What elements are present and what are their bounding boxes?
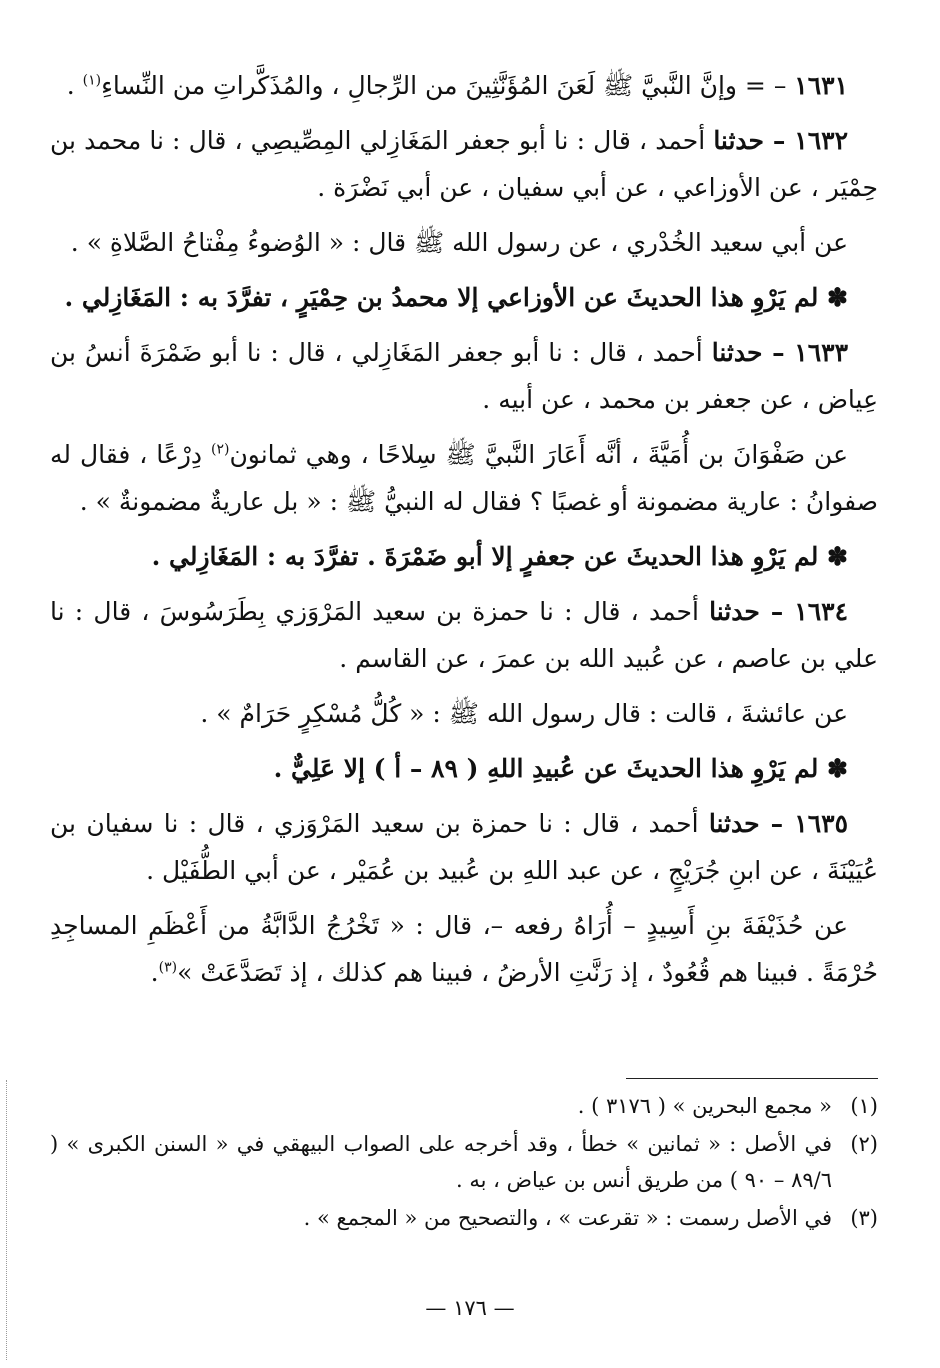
hadith-1635-matn xyxy=(50,902,878,996)
hadith-number: ١٦٣٤ xyxy=(794,597,848,626)
footnote-ref-3[interactable]: (٣) xyxy=(158,959,178,976)
footnote-ref-2[interactable]: (٢) xyxy=(210,441,230,458)
hadith-1634-matn: عن عائشةَ ، قالت : قال رسول الله ﷺ : « كُلُّ مُسْكِرٍ حَرَامٌ » . xyxy=(200,699,848,728)
footnote-text: « مجمع البحرين » ( ٣١٧٦ ) . xyxy=(577,1094,832,1118)
hadith-intro: – حدثنا xyxy=(708,809,795,838)
hadith-number: ١٦٣٢ xyxy=(794,126,848,155)
hadith-number: ١٦٣١ xyxy=(794,71,848,100)
footnote-3 xyxy=(50,1200,878,1236)
main-text xyxy=(50,62,878,1004)
hadith-intro: – حدثنا xyxy=(709,597,795,626)
hadith-1634-chain xyxy=(50,588,878,682)
footnote-2 xyxy=(50,1126,878,1198)
isnad-text: أحمد ، قال : نا أبو جعفر المَغَازِلي المِصِّيصِي ، قال : نا محمد بن حِمْيَر ، عن الأوزاعي ، عن أبي سفيان ، عن أبي نَضْرَة . xyxy=(50,126,878,202)
hadith-1634-note: ✽ لم يَرْوِ هذا الحديثَ عن عُبيدِ اللهِ ( ٨٩ – أ ) إلا عَلِيٌّ . xyxy=(273,754,848,783)
hadith-1633-chain xyxy=(50,329,878,423)
footnote-divider xyxy=(626,1078,878,1079)
matn-text: عن حُذَيْفَةَ بنِ أَسِيدٍ – أُرَاهُ رفعه –، قال : « تَخْرُجُ الدَّابَّةُ من أَعْظَمِ المساجِدِ حُرْمَةً . فبينا هم قُعُودٌ ، إذ رَنَّتِ الأرضُ ، فبينا هم كذلك ، إذ تَصَدَّعَتْ » xyxy=(50,911,878,987)
footnote-1 xyxy=(50,1088,878,1124)
isnad-text: أحمد ، قال : نا أبو جعفر المَغَازِلي ، قال : نا أبو ضَمْرَةَ أنسُ بن عِياض ، عن جعفر بن محمد ، عن أبيه . xyxy=(50,338,878,414)
hadith-number: ١٦٣٣ xyxy=(794,338,849,367)
hadith-1633-matn xyxy=(50,431,878,525)
matn-text-b: دِرْعًا ، فقال له صفوانُ : عارية مضمونة أو غصبًا ؟ فقال له النبيُّ ﷺ : « بل عاريةٌ مضمونةٌ » . xyxy=(50,440,878,516)
footnote-mark: (٣) xyxy=(850,1206,878,1230)
isnad-text: أحمد ، قال : نا حمزة بن سعيد المَرْوَزي بِطَرَسُوسَ ، قال : نا علي بن عاصم ، عن عُبيد الله بن عمرَ ، عن القاسم . xyxy=(50,597,878,673)
hadith-intro: – حدثنا xyxy=(713,126,795,155)
footnote-ref-1[interactable]: (١) xyxy=(82,72,102,89)
hadith-1631 xyxy=(50,62,878,109)
hadith-1632-matn: عن أبي سعيد الخُدْري ، عن رسول الله ﷺ قال : « الوُضوءُ مِفْتاحُ الصَّلاةِ » . xyxy=(70,228,848,257)
isnad-text: أحمد ، قال : نا حمزة بن سعيد المَرْوَزي ، قال : نا سفيان بن عُيَيْنَةَ ، عن ابنِ جُرَيْجٍ ، عن عبد اللهِ بن عُبيد بن عُمَيْر ، عن أبي الطُّفَيْل . xyxy=(50,809,878,885)
hadith-number: ١٦٣٥ xyxy=(794,809,848,838)
hadith-1632-note: ✽ لم يَرْوِ هذا الحديثَ عن الأوزاعي إلا محمدُ بن حِمْيَرٍ ، تفرَّدَ به : المَغَازِلي . xyxy=(64,283,848,312)
hadith-intro: – حدثنا xyxy=(711,338,795,367)
hadith-end: . xyxy=(66,71,83,100)
footnote-text: في الأصل : « ثمانين » خطأ ، وقد أخرجه على الصواب البيهقي في « السنن الكبرى » ( ٨٩/٦ – ٩٠ ) من طريق أنس بن عياض ، به . xyxy=(50,1132,832,1192)
footnote-text: في الأصل رسمت : « تقرعت » ، والتصحيح من « المجمع » . xyxy=(303,1206,832,1230)
footnote-mark: (٢) xyxy=(850,1132,878,1156)
hadith-1633-note: ✽ لم يَرْوِ هذا الحديثَ عن جعفرٍ إلا أبو ضَمْرَةَ . تفرَّدَ به : المَغَازِلي . xyxy=(151,542,848,571)
footnote-mark: (١) xyxy=(850,1094,878,1118)
matn-text-a: عن صَفْوَانَ بن أُمَيَّةَ ، أنَّه أَعَارَ النَّبيَّ ﷺ سِلاحًا ، وهي ثمانون xyxy=(229,440,848,469)
footnotes xyxy=(50,1088,878,1238)
hadith-text: – = وإنَّ النَّبيَّ ﷺ لَعَنَ المُؤَنَّثِينَ من الرِّجالِ ، والمُذَكَّراتِ من النِّساءِ xyxy=(101,71,795,100)
matn-end: . xyxy=(150,958,159,987)
hadith-1632-chain xyxy=(50,117,878,211)
hadith-1635-chain xyxy=(50,800,878,894)
page-number: — ١٧٦ — xyxy=(425,1296,515,1320)
